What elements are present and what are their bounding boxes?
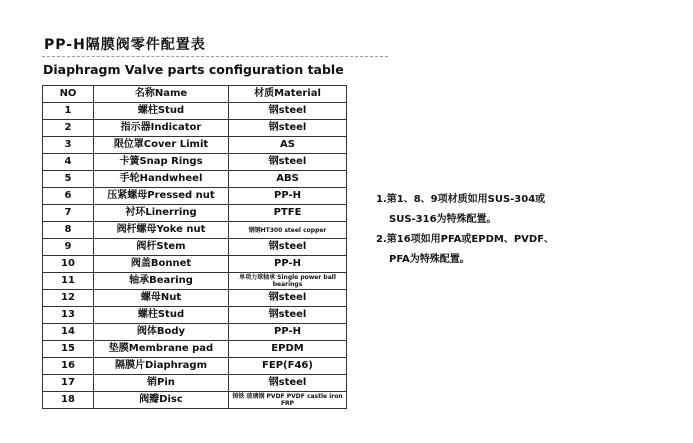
cell-material: 钢steel (229, 103, 347, 120)
cell-no: 1 (43, 103, 94, 120)
table-row (43, 392, 347, 409)
cell-material: 钢steel (229, 307, 347, 324)
cell-name: 螺柱Stud (94, 103, 229, 120)
table-row (43, 137, 347, 154)
cell-name: 衬环Linerring (94, 205, 229, 222)
cell-material: FEP(F46) (229, 358, 347, 375)
cell-name: 指示器Indicator (94, 120, 229, 137)
header-no: NO (43, 86, 94, 103)
parts-table (42, 85, 347, 409)
title-divider (42, 56, 388, 57)
cell-material: 铸铁 玻璃钢 PVDF PVDF castle iron FRP (229, 392, 347, 409)
table-row (43, 358, 347, 375)
table-row (43, 222, 347, 239)
cell-name: 压紧螺母Pressed nut (94, 188, 229, 205)
note-line: PFA为特殊配置。 (389, 254, 470, 265)
table-row (43, 154, 347, 171)
table-row (43, 120, 347, 137)
table-row (43, 171, 347, 188)
cell-name: 阀杆Stem (94, 239, 229, 256)
cell-no: 14 (43, 324, 94, 341)
cell-material: 钢steel (229, 120, 347, 137)
cell-material: PTFE (229, 205, 347, 222)
table-row (43, 324, 347, 341)
cell-name: 销Pin (94, 375, 229, 392)
cell-no: 7 (43, 205, 94, 222)
cell-name: 阀杆螺母Yoke nut (94, 222, 229, 239)
cell-no: 18 (43, 392, 94, 409)
cell-no: 13 (43, 307, 94, 324)
cell-material: EPDM (229, 341, 347, 358)
table-row (43, 205, 347, 222)
cell-no: 5 (43, 171, 94, 188)
cell-material: PP-H (229, 188, 347, 205)
cell-no: 9 (43, 239, 94, 256)
cell-no: 6 (43, 188, 94, 205)
cell-name: 阀体Body (94, 324, 229, 341)
table-row (43, 256, 347, 273)
note-line: 1.第1、8、9项材质如用SUS-304或 (376, 194, 546, 205)
notes (376, 190, 554, 270)
table-row (43, 188, 347, 205)
table-row (43, 307, 347, 324)
table-header-row (43, 86, 347, 103)
cell-name: 阀瓣Disc (94, 392, 229, 409)
table-row (43, 341, 347, 358)
cell-no: 12 (43, 290, 94, 307)
cell-name: 螺母Nut (94, 290, 229, 307)
page-title-cn: PP-H隔膜阀零件配置表 (44, 37, 206, 53)
cell-name: 隔膜片Diaphragm (94, 358, 229, 375)
cell-name: 垫膜Membrane pad (94, 341, 229, 358)
cell-no: 17 (43, 375, 94, 392)
header-name: 名称Name (94, 86, 229, 103)
cell-material: PP-H (229, 324, 347, 341)
cell-material: 钢steel (229, 290, 347, 307)
note-line: 2.第16项如用PFA或EPDM、PVDF、 (376, 234, 555, 245)
cell-name: 手轮Handwheel (94, 171, 229, 188)
cell-material: AS (229, 137, 347, 154)
page-title-en: Diaphragm Valve parts configuration table (43, 62, 344, 77)
cell-no: 10 (43, 256, 94, 273)
table-row (43, 103, 347, 120)
header-material: 材质Material (229, 86, 347, 103)
note-line: SUS-316为特殊配置。 (389, 214, 497, 225)
cell-material: 钢钢HT300 steel copper (229, 222, 347, 239)
table-row (43, 290, 347, 307)
cell-material: 钢steel (229, 375, 347, 392)
cell-no: 16 (43, 358, 94, 375)
cell-name: 卡簧Snap Rings (94, 154, 229, 171)
cell-no: 15 (43, 341, 94, 358)
table-row (43, 273, 347, 290)
cell-name: 螺柱Stud (94, 307, 229, 324)
cell-material: ABS (229, 171, 347, 188)
parts-table-body (43, 103, 347, 409)
table-row (43, 375, 347, 392)
cell-no: 4 (43, 154, 94, 171)
cell-no: 2 (43, 120, 94, 137)
cell-name: 轴承Bearing (94, 273, 229, 290)
cell-no: 3 (43, 137, 94, 154)
table-row (43, 239, 347, 256)
cell-name: 限位罩Cover Limit (94, 137, 229, 154)
cell-material: 单项力球轴承 Single power ball bearings (229, 273, 347, 290)
cell-material: 钢steel (229, 239, 347, 256)
cell-material: 钢steel (229, 154, 347, 171)
cell-name: 阀盖Bonnet (94, 256, 229, 273)
cell-material: PP-H (229, 256, 347, 273)
cell-no: 11 (43, 273, 94, 290)
cell-no: 8 (43, 222, 94, 239)
